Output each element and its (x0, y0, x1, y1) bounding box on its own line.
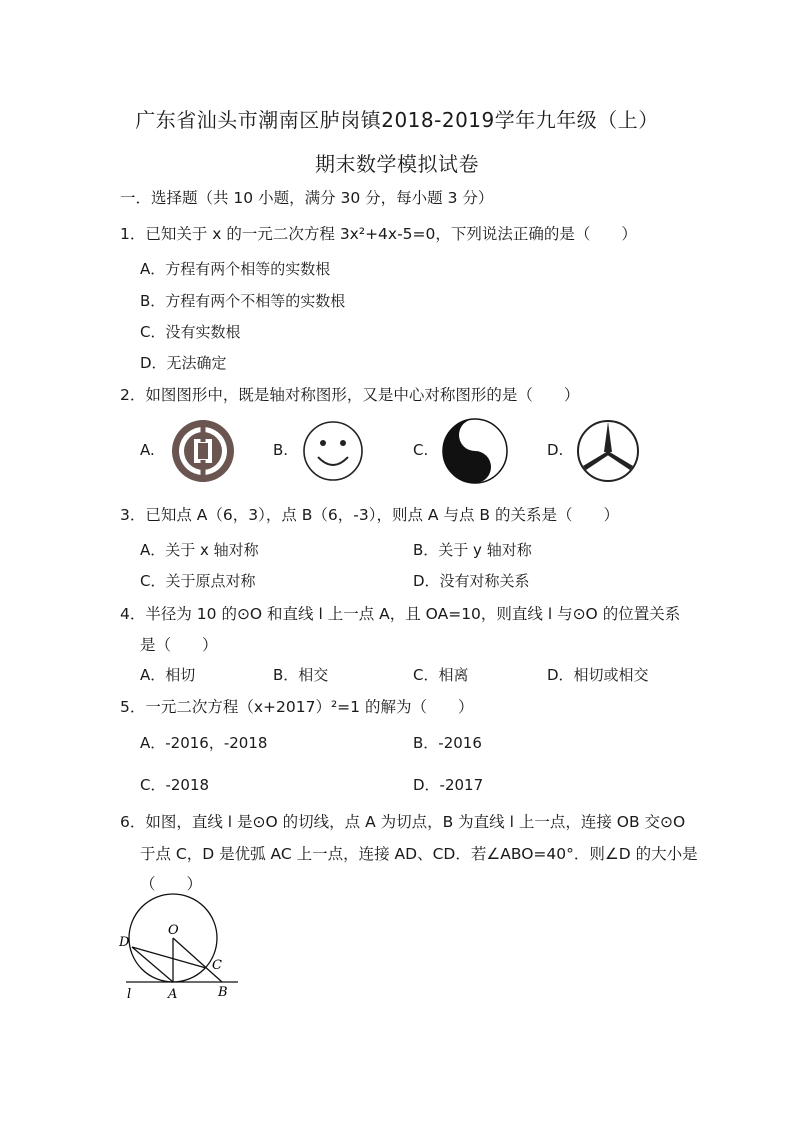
question-4-option-d: D．相切或相交 (547, 666, 649, 684)
label-a: A (168, 987, 178, 1002)
question-5-option-a: A．-2016，-2018 (140, 734, 268, 752)
question-4-option-b: B．相交 (273, 666, 329, 684)
question-4-stem-line-1: 4．半径为 10 的⊙O 和直线 l 上一点 A，且 OA=10，则直线 l 与⊙O 的位置关系 (120, 605, 681, 623)
question-3-option-a: A．关于 x 轴对称 (140, 541, 259, 559)
question-1-option-c: C．没有实数根 (140, 323, 241, 341)
question-1-stem: 1．已知关于 x 的一元二次方程 3x²+4x-5=0，下列说法正确的是（ ） (120, 225, 637, 243)
question-6-stem-line-3: （ ） (140, 875, 203, 893)
question-4-option-c: C．相离 (413, 666, 469, 684)
label-d: D (119, 935, 130, 950)
question-3-option-d: D．没有对称关系 (413, 572, 530, 590)
question-1-option-b: B．方程有两个不相等的实数根 (140, 292, 346, 310)
question-2-option-a: A. (140, 441, 155, 459)
smiley-face-icon (301, 419, 365, 483)
question-5-option-c: C．-2018 (140, 776, 210, 794)
label-l: l (127, 987, 132, 1002)
question-2-option-d: D. (547, 441, 564, 459)
page-title-line-2: 期末数学模拟试卷 (315, 152, 479, 176)
bank-logo-icon (170, 418, 236, 484)
question-3-option-b: B．关于 y 轴对称 (413, 541, 532, 559)
question-3-stem: 3．已知点 A（6，3），点 B（6，-3），则点 A 与点 B 的关系是（ ） (120, 506, 619, 524)
question-2-option-c: C. (413, 441, 429, 459)
label-c: C (212, 958, 222, 973)
question-1-option-a: A．方程有两个相等的实数根 (140, 260, 331, 278)
yin-yang-icon (441, 417, 509, 485)
question-5-stem: 5．一元二次方程（x+2017）²=1 的解为（ ） (120, 698, 474, 716)
question-2-stem: 2．如图图形中，既是轴对称图形，又是中心对称图形的是（ ） (120, 386, 580, 404)
question-2-option-b: B. (273, 441, 289, 459)
question-4-option-a: A．相切 (140, 666, 196, 684)
page-title-line-1: 广东省汕头市潮南区胪岗镇2018-2019学年九年级（上） (135, 108, 659, 132)
three-pointed-star-icon (575, 418, 641, 484)
question-6-stem-line-1: 6．如图，直线 l 是⊙O 的切线，点 A 为切点，B 为直线 l 上一点，连接 OB 交⊙O (120, 813, 686, 831)
question-1-option-d: D．无法确定 (140, 354, 227, 372)
tangent-circle-diagram (112, 892, 252, 1004)
question-5-option-d: D．-2017 (413, 776, 484, 794)
label-b: B (218, 985, 228, 1000)
question-3-option-c: C．关于原点对称 (140, 572, 256, 590)
question-5-option-b: B．-2016 (413, 734, 482, 752)
question-6-stem-line-2: 于点 C，D 是优弧 AC 上一点，连接 AD、CD．若∠ABO=40°．则∠D 的大小是 (140, 845, 698, 863)
question-4-stem-line-2: 是（ ） (140, 636, 218, 654)
section-heading: 一．选择题（共 10 小题，满分 30 分，每小题 3 分） (120, 189, 494, 207)
label-o: O (168, 923, 179, 938)
